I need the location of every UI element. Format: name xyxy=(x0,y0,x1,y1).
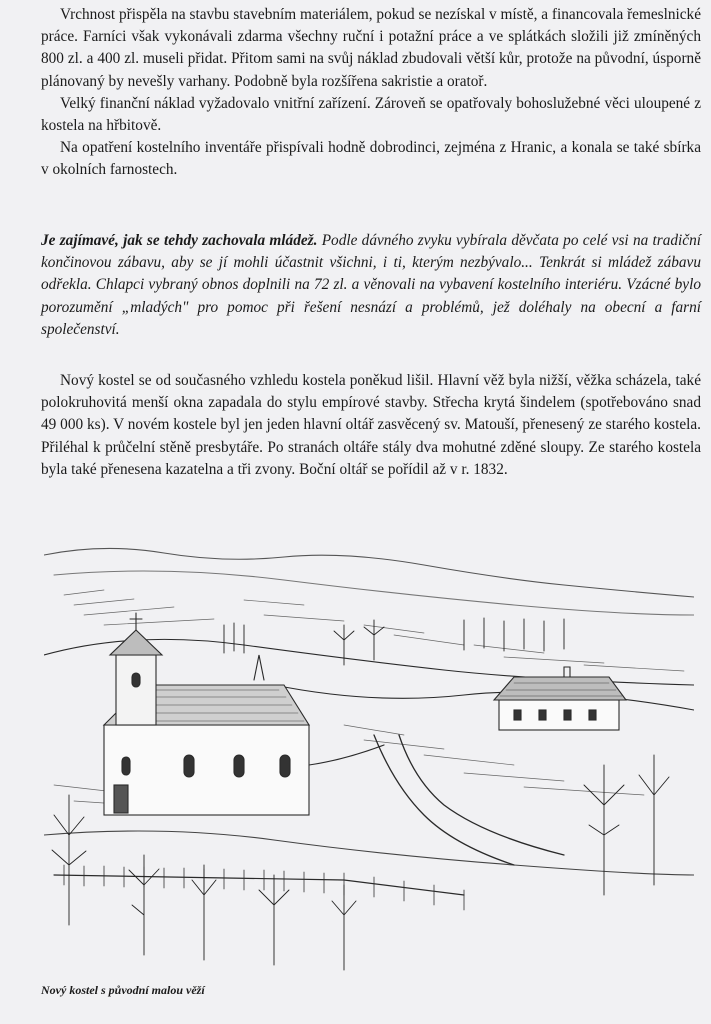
text-block-top xyxy=(41,4,701,182)
paragraph-inventory: Na opatření kostelního inventáře přispívali hodně dobrodinci, zejména z Hranic, a konala se také sbírka v okolních farnostech. xyxy=(41,139,701,179)
church-sketch-illustration xyxy=(44,535,694,975)
paragraph-youth xyxy=(41,230,701,341)
paragraph-youth-lead: Je zajímavé, jak se tehdy zachovala mládež. xyxy=(41,232,318,249)
illustration-caption: Nový kostel s původní malou věží xyxy=(41,983,205,997)
text-block-church xyxy=(41,370,701,481)
paragraph-interior: Velký finanční náklad vyžadovalo vnitřní zařízení. Zároveň se opatřovaly bohoslužebné věci uloupené z kostela na hřbitově. xyxy=(41,94,701,135)
paragraph-new-church: Nový kostel se od současného vzhledu kostela poněkud lišil. Hlavní věž byla nižší, věžka scházela, také polokruhovitá menší okna zapadala do stylu empírové stavby. Střecha krytá šindelem (spotřebováno snad 49 000 ks). V novém kostele byl jen jeden hlavní oltář zasvěcený sv. Matouší, přenesený ze starého kostela. Přiléhal k průčelní stěně presbytáře. Po stranách oltáře stály dva mohutné zděné sloupy. Ze starého kostela byla také přenesena kazatelna a tři zvony. Boční oltář se pořídil až v r. 1832. xyxy=(41,372,701,478)
paragraph-financing: Vrchnost přispěla na stavbu stavebním materiálem, pokud se nezískal v místě, a financovala řemeslnické práce. Farníci však vykonávali zdarma všechny ruční i potažní práce a ve splátkách složili již zmíněných 800 zl. a 400 zl. museli přidat. Přitom sami na svůj náklad zbudovali větší kůr, protože na původní, úsporně plánovaný by nevešly varhany. Podobně byla rozšířena sakristie a oratoř. xyxy=(41,6,701,90)
text-block-youth xyxy=(41,230,701,341)
paragraph-youth-body: Podle dávného zvyku vybírala děvčata po celé vsi na tradiční končinovou zábavu, aby se jí mohli účastnit všichni, i ti, kterým nezbývalo... Tenkrát si mládež zábavu odřekla. Chlapci vybraný obnos doplnili na 72 zl. a věnovali na vybavení kostelního interiéru. Vzácné bylo porozumění „mladých" pro pomoc při řešení nesnází a problémů, jež doléhaly na obecní a farní společenství. xyxy=(41,232,701,338)
